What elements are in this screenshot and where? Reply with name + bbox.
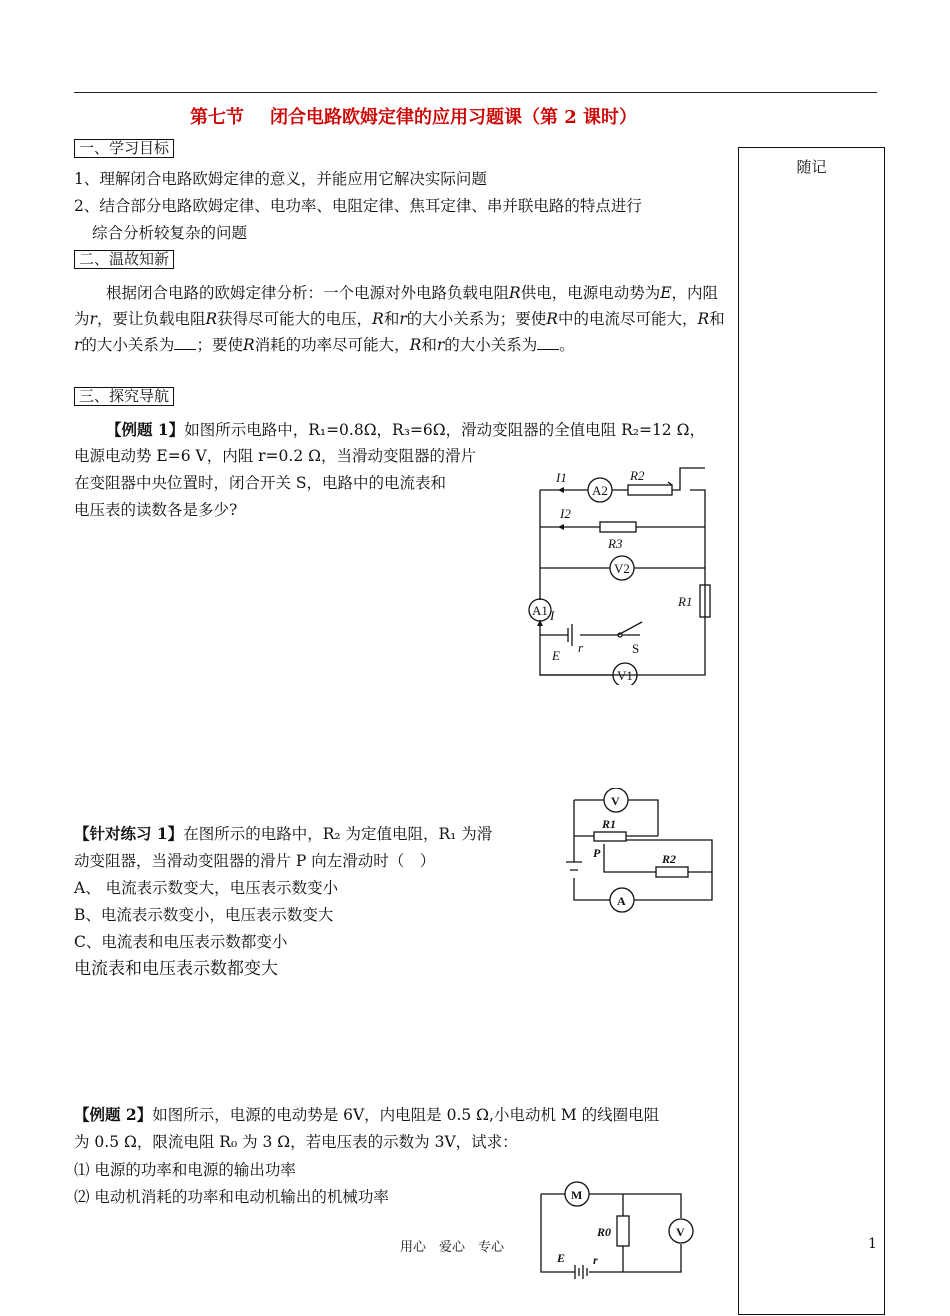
- svg-text:V2: V2: [614, 561, 630, 576]
- svg-text:I2: I2: [560, 506, 571, 521]
- goals-heading: 一、学习目标: [74, 139, 174, 158]
- answer-blank-3: [537, 335, 559, 350]
- svg-text:r: r: [578, 640, 584, 655]
- section-number: 第七节: [190, 107, 244, 128]
- header-rule: [74, 92, 877, 93]
- svg-text:r: r: [593, 1253, 598, 1267]
- svg-text:I1: I1: [556, 470, 567, 485]
- svg-text:R2: R2: [662, 852, 677, 866]
- title-text: 闭合电路欧姆定律的应用习题课（第 2 课时）: [270, 107, 638, 128]
- page-number: 1: [868, 1236, 877, 1252]
- example2-question-2: ⑵ 电动机消耗的功率和电动机输出的机械功率: [74, 1188, 389, 1206]
- example2-tag: 【例题 2】: [74, 1105, 153, 1124]
- svg-text:V: V: [611, 794, 620, 808]
- page-title: [190, 103, 663, 129]
- svg-text:S: S: [632, 641, 640, 656]
- svg-text:I: I: [550, 608, 555, 623]
- practice1-option-c: C、电流表和电压表示数都变小: [74, 933, 288, 951]
- svg-text:R1: R1: [678, 594, 693, 609]
- circuit-diagram-1: [520, 460, 720, 685]
- example2-question-1: ⑴ 电源的功率和电源的输出功率: [74, 1161, 296, 1179]
- example1-line2: 电源电动势 E=6 V，内阻 r=0.2 Ω，当滑动变阻器的滑片: [74, 447, 476, 465]
- goal-item-1: 1、理解闭合电路欧姆定律的意义，并能应用它解决实际问题: [74, 170, 487, 188]
- example1-line4: 电压表的读数各是多少?: [74, 501, 238, 519]
- svg-text:V1: V1: [617, 668, 633, 683]
- notes-column: [738, 147, 885, 1315]
- goal-item-2-cont: 综合分析较复杂的问题: [92, 224, 248, 242]
- svg-text:R0: R0: [597, 1225, 612, 1239]
- practice1-line1: 【针对练习 1】在图所示的电路中，R₂ 为定值电阻，R₁ 为滑: [74, 824, 493, 843]
- notes-label: 随记: [796, 158, 827, 176]
- practice1-line2: 动变阻器，当滑动变阻器的滑片 P 向左滑动时（ ）: [74, 852, 436, 870]
- svg-text:R1: R1: [602, 817, 617, 831]
- example1-line1: 【例题 1】如图所示电路中，R₁=0.8Ω，R₃=6Ω，滑动变阻器的全值电阻 R₂=12 Ω，: [106, 420, 705, 439]
- example1-tag: 【例题 1】: [106, 420, 185, 439]
- practice1-option-b: B、电流表示数变小，电压表示数变大: [74, 906, 334, 924]
- practice1-option-a: A、 电流表示数变大，电压表示数变小: [74, 879, 339, 897]
- svg-text:R3: R3: [608, 536, 623, 551]
- svg-text:M: M: [571, 1188, 583, 1202]
- review-paragraph: 根据闭合电路的欧姆定律分析：一个电源对外电路负载电阻R供电，电源电动势为E，内阻为r，要让负载电阻R获得尽可能大的电压，R和r的大小关系为；要使R中的电流尽可能大，R和r的大小关系为 ；要使R消耗的功率尽可能大，R和r的大小关系为 。: [74, 284, 725, 354]
- answer-blank-2: [174, 335, 196, 350]
- practice1-option-d: 电流表和电压表示数都变大: [74, 959, 278, 979]
- svg-text:R2: R2: [630, 468, 645, 483]
- svg-text:A1: A1: [532, 603, 548, 618]
- svg-text:P: P: [593, 846, 601, 860]
- svg-text:A: A: [617, 894, 626, 908]
- explore-heading: 三、探究导航: [74, 387, 174, 406]
- goal-item-2: 2、结合部分电路欧姆定律、电功率、电阻定律、焦耳定律、串并联电路的特点进行: [74, 197, 642, 215]
- example1-line3: 在变阻器中央位置时，闭合开关 S，电路中的电流表和: [74, 474, 447, 492]
- example2-line1: 【例题 2】如图所示，电源的电动势是 6V，内电阻是 0.5 Ω,小电动机 M 的线圈电阻: [74, 1105, 660, 1124]
- practice1-tag: 【针对练习 1】: [74, 824, 184, 843]
- svg-text:V: V: [676, 1225, 685, 1239]
- circuit-diagram-2: [560, 788, 720, 913]
- footer-motto: 用心 爱心 专心: [400, 1240, 505, 1255]
- circuit-diagram-3: [535, 1176, 695, 1281]
- svg-text:A2: A2: [592, 483, 608, 498]
- svg-text:E: E: [557, 1251, 566, 1265]
- example2-line2: 为 0.5 Ω，限流电阻 R₀ 为 3 Ω，若电压表的示数为 3V，试求：: [74, 1133, 518, 1151]
- svg-text:E: E: [552, 648, 560, 663]
- review-heading: 二、温故知新: [74, 250, 174, 269]
